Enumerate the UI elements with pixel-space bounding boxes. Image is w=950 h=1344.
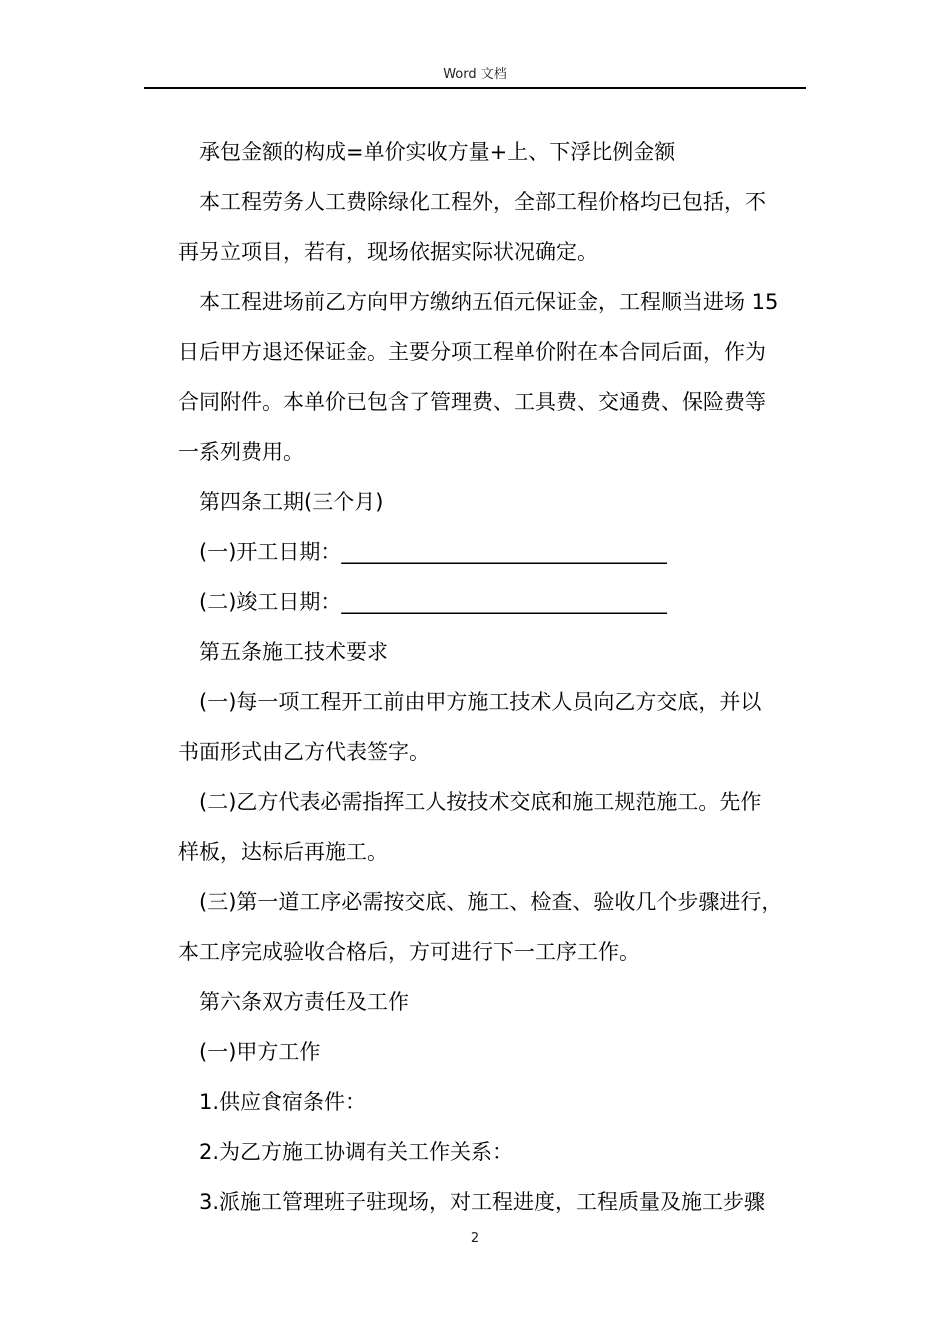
paragraph-line-first: (三)第一道工序必需按交底、施工、检查、验收几个步骤进行， [199,890,783,914]
paragraph-line-first: (二)竣工日期：_______________________________ [199,590,667,614]
paragraph-line-first: (一)每一项工程开工前由甲方施工技术人员向乙方交底，并以 [199,690,762,714]
paragraph-line-first: 承包金额的构成=单价实收方量+上、下浮比例金额 [199,140,676,164]
paragraph-line-first: 第六条双方责任及工作 [199,990,409,1014]
paragraph-line-first: 1.供应食宿条件： [199,1090,367,1114]
header-title: Word 文档 [443,67,507,82]
paragraph-line: 一系列费用。 [178,440,304,464]
paragraph-line-first: 2.为乙方施工协调有关工作关系： [199,1140,514,1164]
document-body [178,127,806,1227]
paragraph-line-first: 本工程进场前乙方向甲方缴纳五佰元保证金，工程顺当进场 15 [199,290,779,314]
paragraph-line: 合同附件。本单价已包含了管理费、工具费、交通费、保险费等 [178,390,766,414]
header-divider [144,87,806,89]
paragraph-line: 本工序完成验收合格后，方可进行下一工序工作。 [178,940,640,964]
paragraph-line-first: 3.派施工管理班子驻现场，对工程进度，工程质量及施工步骤 [199,1190,766,1214]
paragraph-line-first: (二)乙方代表必需指挥工人按技术交底和施工规范施工。先作 [199,790,762,814]
page-number: 2 [470,1231,480,1246]
paragraph-line-first: 第五条施工技术要求 [199,640,388,664]
paragraph-line-first: (一)甲方工作 [199,1040,321,1064]
paragraph-line-first: 第四条工期(三个月) [199,490,384,514]
paragraph-line-first: 本工程劳务人工费除绿化工程外，全部工程价格均已包括，不 [199,190,766,214]
paragraph-line-first: (一)开工日期：_______________________________ [199,540,667,564]
paragraph-line: 再另立项目，若有，现场依据实际状况确定。 [178,240,598,264]
paragraph-line: 日后甲方退还保证金。主要分项工程单价附在本合同后面，作为 [178,340,766,364]
paragraph-line: 书面形式由乙方代表签字。 [178,740,430,764]
paragraph-line: 样板，达标后再施工。 [178,840,388,864]
